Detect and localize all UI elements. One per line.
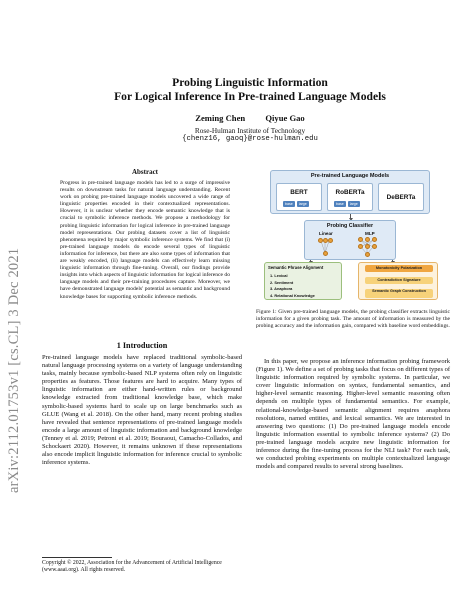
neuron-node-icon bbox=[365, 237, 370, 242]
neuron-node-icon bbox=[365, 244, 370, 249]
figure-1-caption: Figure 1: Given pre-trained language models, the probing classifier extracts linguistic information for a given probing task. The amount of information is measured by the probing accuracy and the information gain, compared with baseline word embeddings. bbox=[256, 309, 450, 329]
monotonicity-item: Semantic Graph Construction bbox=[365, 289, 433, 298]
neuron-node-icon bbox=[328, 238, 333, 243]
semantic-alignment-box bbox=[264, 262, 342, 300]
probing-classifier-box bbox=[304, 220, 396, 260]
model-card-bert bbox=[276, 183, 322, 211]
classifier-type-label: Linear bbox=[319, 231, 333, 236]
down-arrow-icon bbox=[350, 214, 351, 219]
neuron-node-icon bbox=[372, 244, 377, 249]
paper-title-line2: For Logical Inference In Pre-trained Language Models bbox=[114, 90, 386, 103]
size-tag: base bbox=[285, 202, 293, 206]
model-card-roberta bbox=[327, 183, 373, 211]
affiliation: Rose-Hulman Institute of Technology bbox=[194, 126, 306, 135]
model-size-row bbox=[334, 201, 360, 207]
right-column-text: In this paper, we propose an inference information probing framework (Figure 1). We define a set of probing tasks that focus on different types of linguistic information required by symbolic systems. In particular, we cover linguistic information on syntax, fundamental semantics, and higher-level semantic reasoning. Higher-level semantic reasoning often depends on multiple types of fundamental semantics. For example, relational-knowledge-based semantic alignment requires anaphora resolutions, named entities, and lexical semantics. We are interested in answering two questions: (1) Do pre-trained language models encode linguistic information essential to symbolic inference systems? (2) Do pre-trained language models acquire new linguistic information for inference during the fine-tuning process for the NLI task? For each task, we conducted probing experiments on multiple contextualized language models and compared results to several strong baselines. bbox=[256, 358, 451, 471]
model-size-row bbox=[283, 201, 309, 207]
size-tag: large bbox=[298, 202, 307, 206]
semantic-item: 1. Lexical bbox=[270, 273, 288, 278]
author-list bbox=[60, 113, 440, 123]
neuron-node-icon bbox=[365, 252, 370, 257]
figure-1-diagram bbox=[262, 164, 440, 300]
model-name: RoBERTa bbox=[335, 189, 365, 196]
author-name: Zeming Chen bbox=[195, 113, 246, 123]
size-tag: base bbox=[336, 202, 344, 206]
classifier-type-label: MLP bbox=[365, 231, 375, 236]
author-email: {chenz16, gaoq}@rose-hulman.edu bbox=[182, 135, 318, 143]
author-name: Qiyue Gao bbox=[265, 113, 305, 123]
pretrained-models-box bbox=[270, 170, 430, 214]
size-tag: large bbox=[349, 202, 358, 206]
copyright-notice: Copyright © 2022, Association for the Advancement of Artificial Intelligence (www.aaai.org). All rights reserved. bbox=[42, 560, 222, 574]
neuron-node-icon bbox=[372, 237, 377, 242]
abstract-text: Progress in pre-trained language models has led to a surge of impressive results on downstream tasks for natural language understanding. Recent work on probing pre-trained language models uncovered a wide range of linguistic properties encoded in their contextualized representations. However, it is unclear whether they encode semantic knowledge that is crucial to symbolic inference methods. We propose a methodology for probing linguistic information for logical inference in pre-trained language model representations. Our probing datasets cover a list of linguistic phenomena required by major symbolic inference systems. We find that (i) pre-trained language models do encode several types of linguistic information for inference, but there are also some types of information that are weakly encoded, (ii) language models can effectively learn missing linguistic information through fine-tuning. Overall, our findings provide insights into which aspects of linguistic information for logical inference do language models and their pre-training procedures capture. Moreover, we have demonstrated language models' potential as semantic and background knowledge bases for supporting symbolic inference methods. bbox=[60, 180, 230, 300]
neuron-node-icon bbox=[358, 244, 363, 249]
model-name: DeBERTa bbox=[386, 194, 416, 201]
monotonicity-item: Contradiction Signature bbox=[365, 277, 433, 284]
semantic-alignment-title: Semantic Phrase Alignment bbox=[268, 265, 324, 270]
pretrained-models-title: Pre-trained Language Models bbox=[310, 173, 390, 179]
arxiv-identifier: arXiv:2112.01753v1 [cs.CL] 3 Dec 2021 bbox=[6, 247, 22, 493]
semantic-item: 2. Sentiment bbox=[270, 279, 294, 285]
abstract-heading: Abstract bbox=[131, 168, 159, 176]
semantic-item: 4. Relational Knowledge bbox=[270, 292, 315, 298]
model-card-deberta bbox=[378, 183, 424, 211]
paper-title-line1: Probing Linguistic Information bbox=[172, 76, 328, 89]
semantic-item: 3. Anaphora bbox=[270, 286, 293, 291]
monotonicity-box bbox=[358, 262, 438, 300]
neuron-node-icon bbox=[358, 237, 363, 242]
neuron-node-icon bbox=[323, 251, 328, 256]
probing-classifier-title: Probing Classifier bbox=[326, 223, 374, 229]
footnote-rule bbox=[42, 557, 112, 558]
introduction-text: Pre-trained language models have replaced traditional symbolic-based natural language processing systems on a variety of language understanding tasks, mainly because symbolic-based NLP systems often rely on linguistic properties as features. Those features are hard to acquire. Many types of linguistic information are either hand-written rules or background knowledge extracted from traditional knowledge base, which make symbolic-based systems hard to scale up on large benchmarks such as GLUE (Wang et al. 2018). On the other hand, many recent probing studies have revealed that sentence representations of pre-trained language models encode a large amount of linguistic information and background knowledge (Tenney et al. 2019; Petroni et al. 2019; Bouraoui, Camacho-Collados, and Schockaert 2020). However, it remains unknown if these representations also encode implicit linguistic information for inference crucial to symbolic inference systems. bbox=[42, 354, 242, 467]
section-heading-introduction: 1 Introduction bbox=[116, 341, 168, 350]
monotonicity-title: Monotonicity Polarization bbox=[365, 265, 433, 272]
model-name: BERT bbox=[290, 189, 308, 196]
